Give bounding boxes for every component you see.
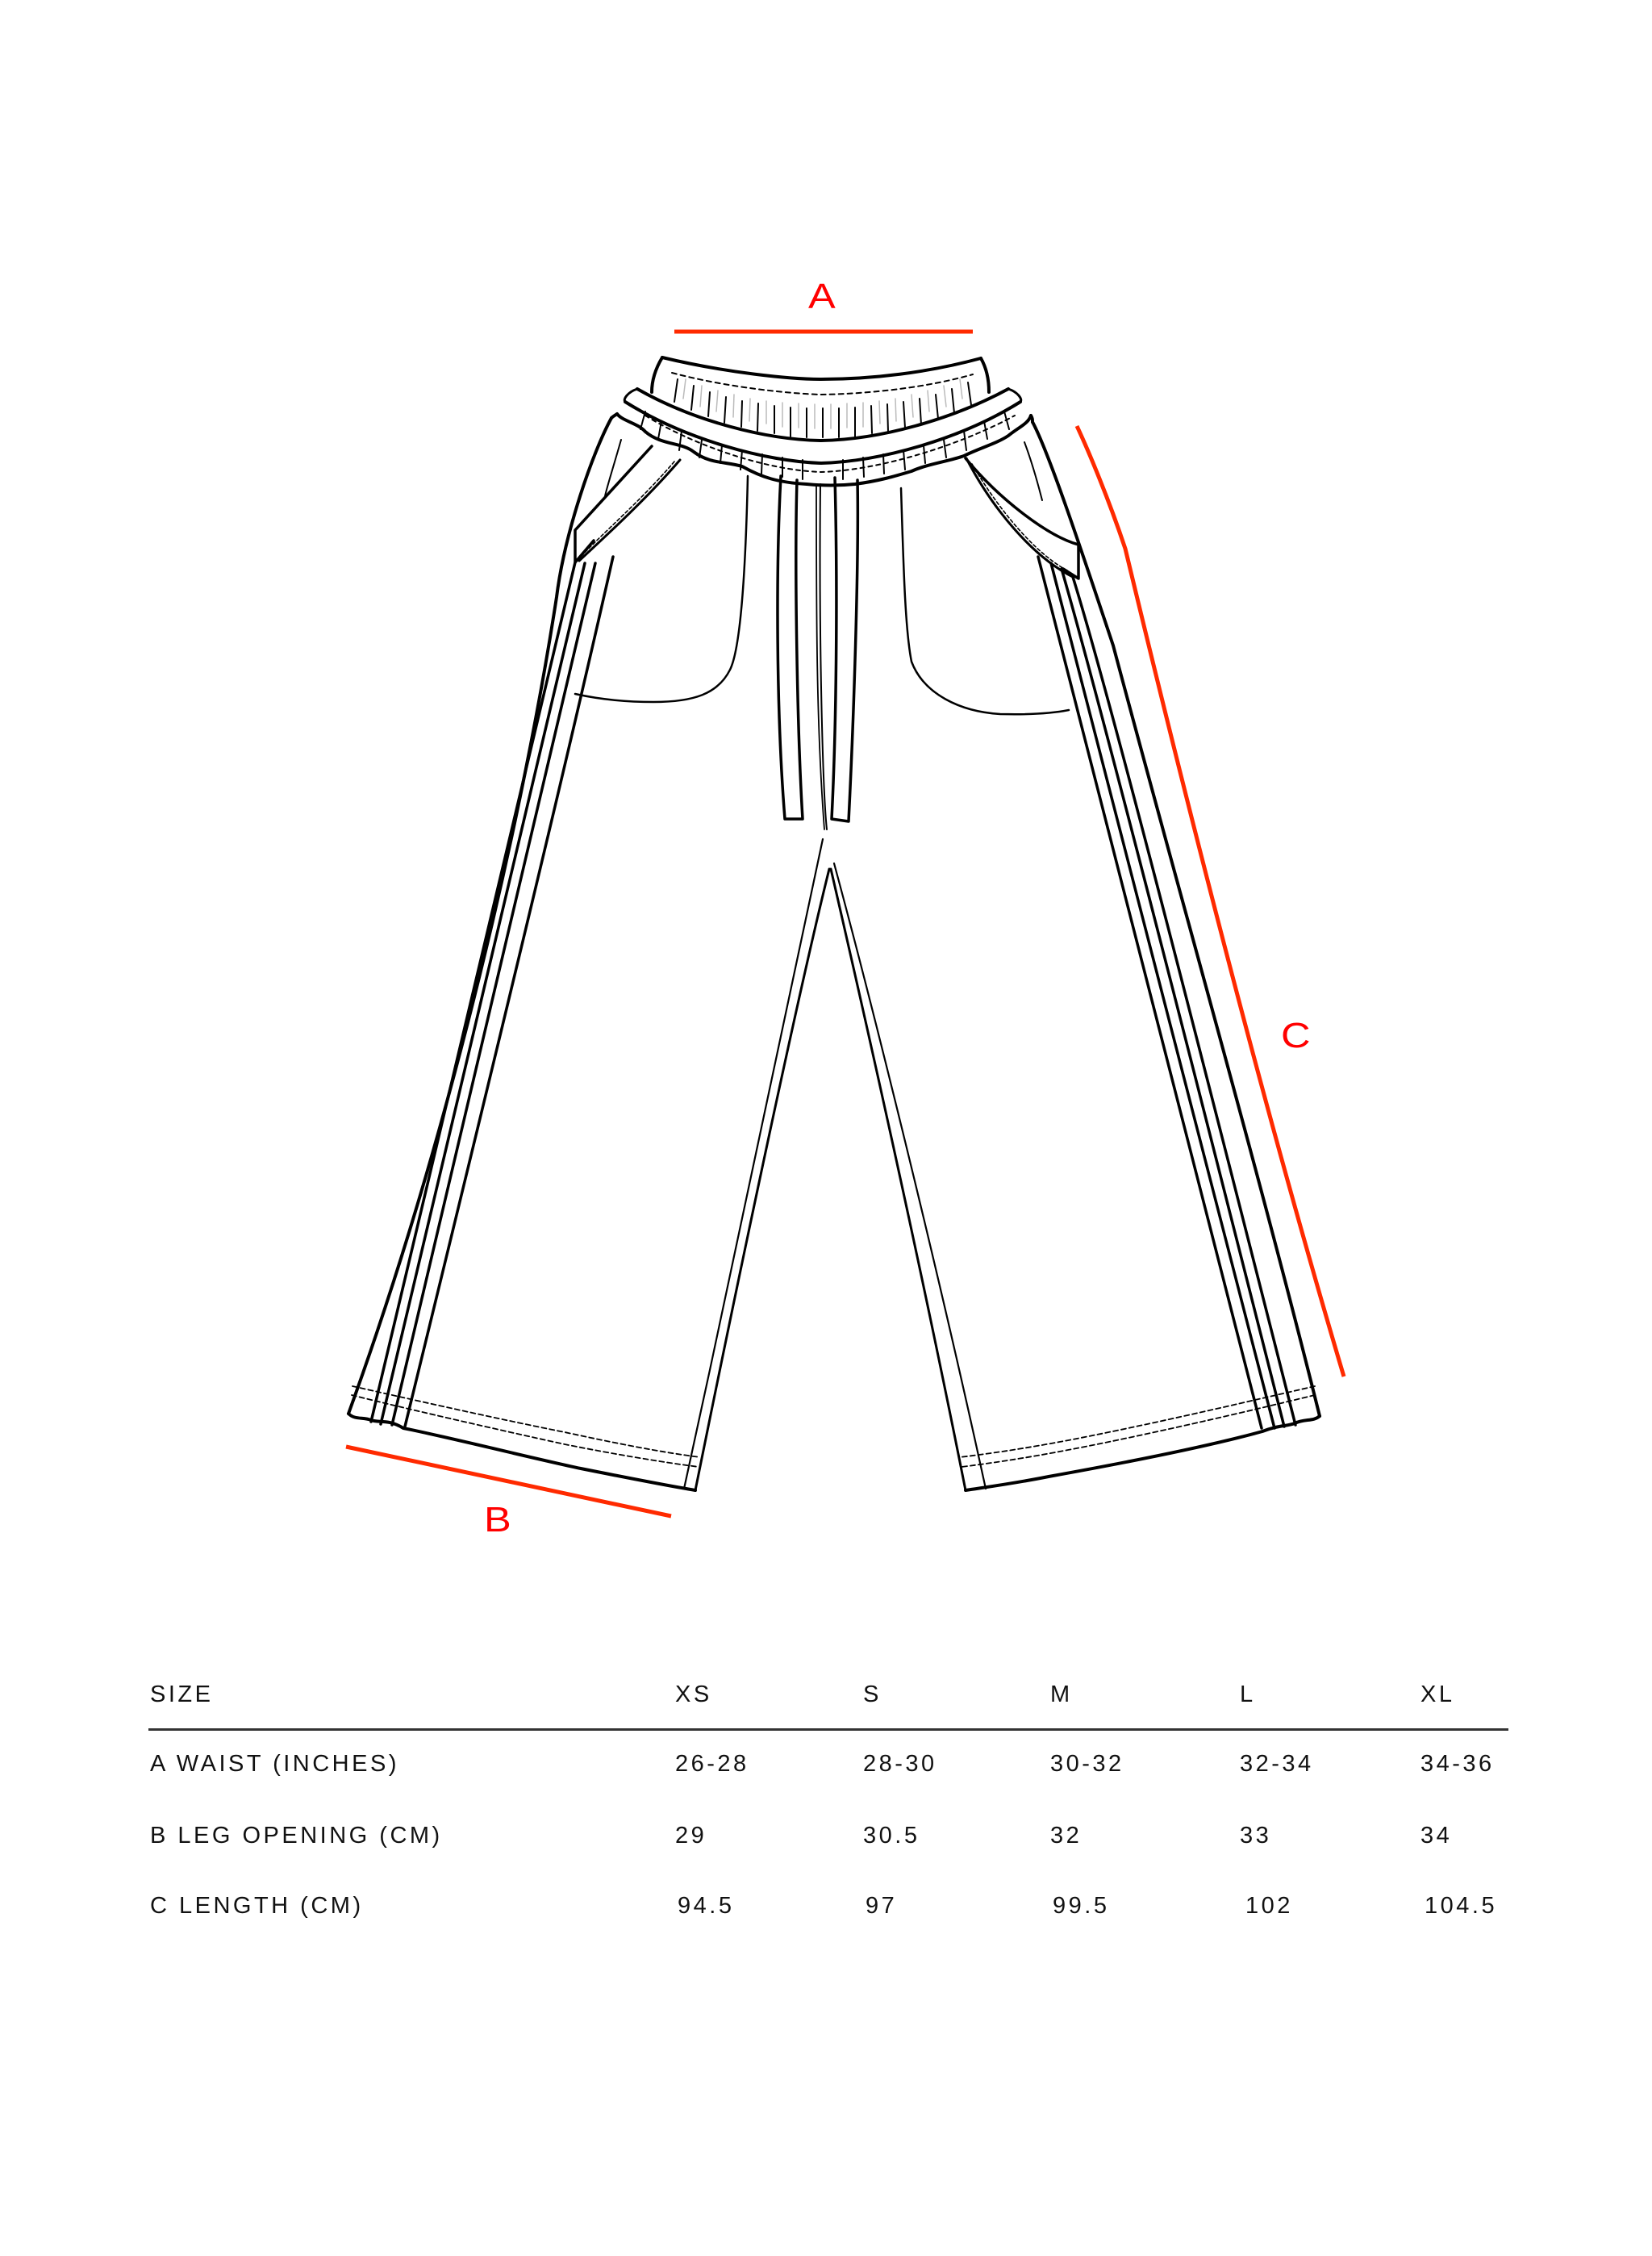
measure-label-a: A xyxy=(808,277,836,316)
table-row-length xyxy=(150,1890,1508,1922)
value-xl: 34 xyxy=(1420,1823,1453,1849)
header-size-s: S xyxy=(863,1682,882,1707)
value-xs: 29 xyxy=(675,1823,707,1849)
size-header-row xyxy=(150,1678,1508,1711)
left-leg xyxy=(348,418,829,1490)
header-size-xl: XL xyxy=(1420,1682,1455,1707)
value-xs: 94.5 xyxy=(678,1893,735,1919)
waistband xyxy=(617,357,1031,486)
row-label: A WAIST (INCHES) xyxy=(150,1751,399,1777)
row-label: B LEG OPENING (CM) xyxy=(150,1823,443,1849)
value-xs: 26-28 xyxy=(675,1751,749,1777)
value-l: 102 xyxy=(1245,1893,1293,1919)
header-size-xs: XS xyxy=(675,1682,712,1707)
table-row-waist xyxy=(150,1748,1508,1780)
value-l: 32-34 xyxy=(1240,1751,1314,1777)
right-leg xyxy=(611,414,1320,1490)
value-s: 28-30 xyxy=(863,1751,937,1777)
value-xl: 34-36 xyxy=(1420,1751,1495,1777)
value-l: 33 xyxy=(1240,1823,1272,1849)
header-size-label: SIZE xyxy=(150,1682,214,1707)
value-m: 99.5 xyxy=(1053,1893,1110,1919)
row-label: C LENGTH (CM) xyxy=(150,1893,364,1919)
drawstrings xyxy=(778,476,857,829)
header-size-l: L xyxy=(1240,1682,1256,1707)
value-xl: 104.5 xyxy=(1425,1893,1498,1919)
value-m: 32 xyxy=(1050,1823,1083,1849)
value-m: 30-32 xyxy=(1050,1751,1124,1777)
header-divider xyxy=(148,1728,1508,1731)
table-row-leg-opening xyxy=(150,1819,1508,1852)
header-size-m: M xyxy=(1050,1682,1073,1707)
measure-label-c: C xyxy=(1281,1016,1311,1055)
value-s: 97 xyxy=(866,1893,898,1919)
measure-label-b: B xyxy=(484,1500,511,1540)
value-s: 30.5 xyxy=(863,1823,920,1849)
